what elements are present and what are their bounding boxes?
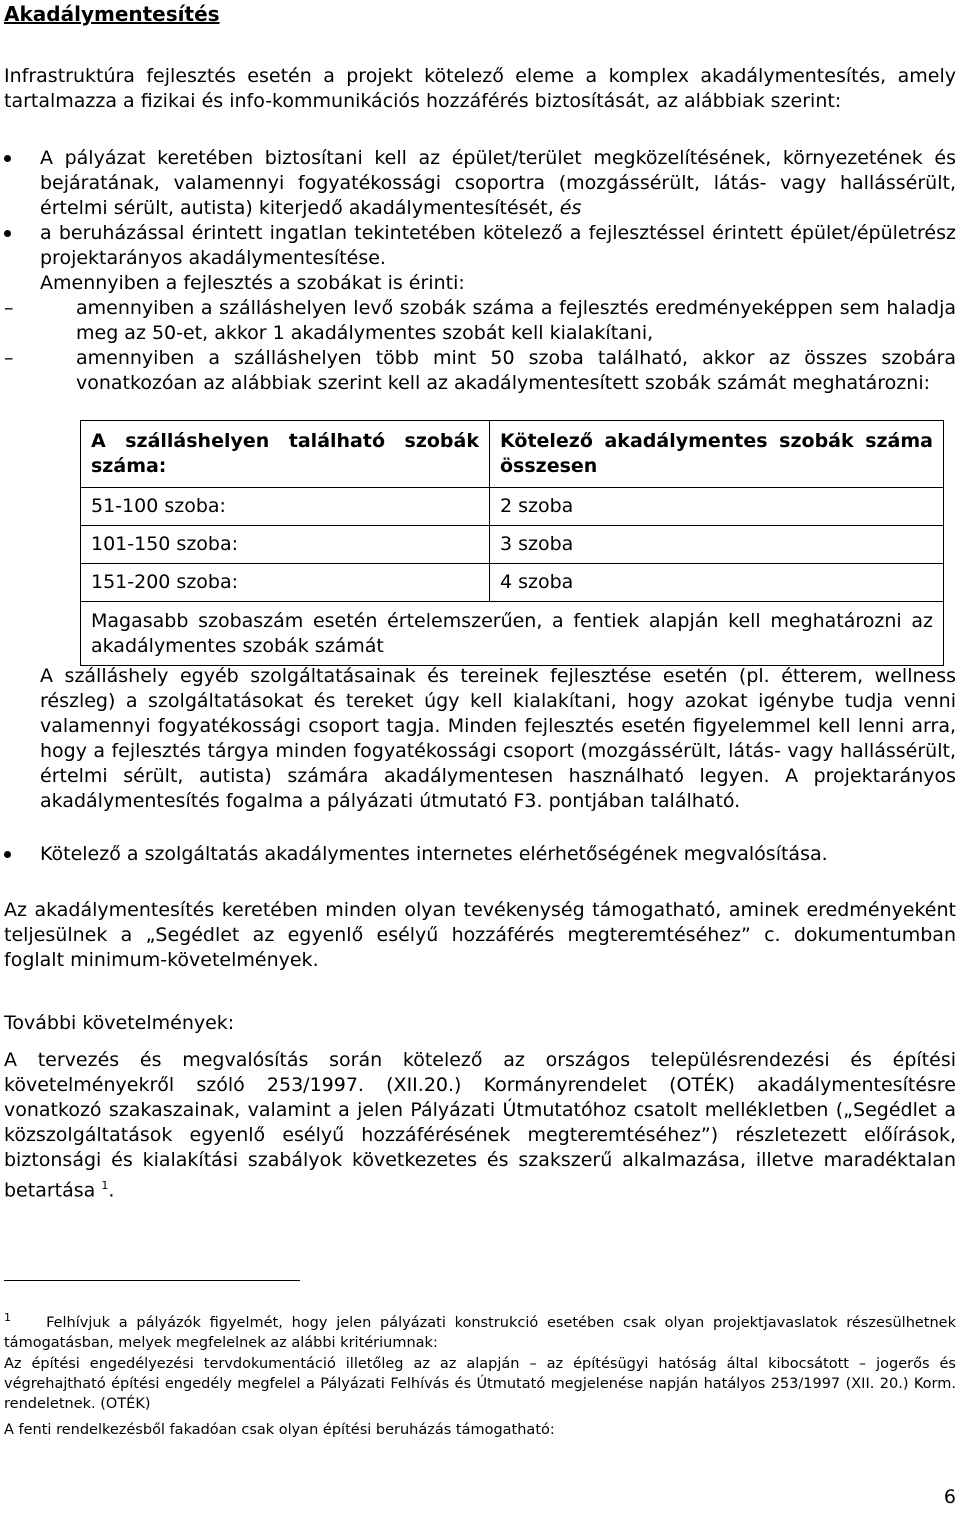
dash-marker: –	[4, 297, 14, 319]
bullet-text: A pályázat keretében biztosítani kell az épület/terület megközelítésének, környezetének és bejáratának, valamennyi fogyatékossági csoportra (mozgássérült, látás- vagy hallássérült, értelmi sérült, autista) kiterjedő akadálymentesítését, és	[40, 147, 956, 219]
section-heading: Akadálymentesítés	[4, 2, 220, 26]
table-footer-cell: Magasabb szobaszám esetén értelemszerűen, a fentiek alapján kell meghatározni az akadálymentes szobák számát	[81, 602, 944, 666]
dash-marker: –	[4, 347, 14, 369]
table-row	[81, 488, 944, 526]
page-number: 6	[943, 1486, 956, 1508]
table-cell: 101-150 szoba:	[81, 526, 490, 564]
services-paragraph: A szálláshely egyéb szolgáltatásainak és tereinek fejlesztése esetén (pl. étterem, wellness részleg) a szolgáltatásokat és tereket úgy kell kialakítani, hogy azokat igénybe tudja venni valamennyi fogyatékossági csoport tagja. Minden fejlesztés esetén figyelemmel kell lenni arra, hogy a fejlesztés tárgya minden fogyatékossági csoport (mozgássérült, látás- vagy hallássérült, értelmi sérült, autista) számára akadálymentesen használható legyen. A projektarányos akadálymentesítés fogalma a pályázati útmutató F3. pontjában található.	[40, 665, 956, 812]
dash-text: amennyiben a szálláshelyen több mint 50 szoba található, akkor az összes szobára vonatkozóan az alábbiak szerint kell az akadálymentesített szobák számát meghatározni:	[76, 347, 956, 394]
table-row	[81, 564, 944, 602]
footnote-reference: 1	[101, 1179, 109, 1192]
footnote-1: $^1$ Felhívjuk a pályázók figyelmét, hogy jelen pályázati konstrukció esetében csak olyan projektjavaslatok részesülhetnek támogatásban, melyek megfelelnek az alábbi kritériumnak:	[4, 1311, 956, 1351]
intro-paragraph: Infrastruktúra fejlesztés esetén a projekt kötelező eleme a komplex akadálymentesítés, amely tartalmazza a fizikai és info-kommunikációs hozzáférés biztosítását, az alábbiak szerint:	[4, 65, 956, 112]
footnote-2: Az építési engedélyezési tervdokumentáció illetőleg az az alapján – az építésügyi hatóság által kibocsátott – jogerős és végrehajtható építési engedély megfelel a Pályázati Felhívás és Útmutató megjelenése napján hatályos 253/1997 (XII. 20.) Korm. rendeletnek. (OTÉK)	[4, 1356, 956, 1412]
table-cell: 4 szoba	[490, 564, 944, 602]
rooms-intro: Amennyiben a fejlesztés a szobákat is érinti:	[40, 272, 465, 294]
table-header-row	[81, 421, 944, 488]
footnote-3: A fenti rendelkezésből fakadóan csak olyan építési beruházás támogatható:	[4, 1422, 555, 1438]
table-cell: 2 szoba	[490, 488, 944, 526]
table-row	[81, 526, 944, 564]
footnote-mark: 1	[4, 1311, 11, 1324]
bullet-icon	[4, 230, 11, 237]
further-title: További követelmények:	[4, 1012, 235, 1034]
dash-text: amennyiben a szálláshelyen levő szobák száma a fejlesztés eredményeképpen sem haladja meg az 50-et, akkor 1 akadálymentes szobát kell kialakítani,	[76, 297, 956, 344]
rooms-table	[80, 420, 944, 666]
table-cell: 51-100 szoba:	[81, 488, 490, 526]
bullet-icon	[4, 851, 11, 858]
bullet-text: a beruházással érintett ingatlan tekintetében kötelező a fejlesztéssel érintett épület/épületrész projektarányos akadálymentesítése.	[40, 222, 956, 269]
footnote-separator	[4, 1280, 300, 1281]
further-paragraph: A tervezés és megvalósítás során kötelező az országos településrendezési és építési követelményekről szóló 253/1997. (XII.20.) Kormányrendelet (OTÉK) akadálymentesítésre vonatkozó szakaszainak, valamint a jelen Pályázati Útmutatóhoz csatolt mellékletben („Segédlet a közszolgáltatások egyenlő esélyű hozzáférésének megteremtéséhez”) részletezett előírások, biztonsági és kialakítási szabályok következetes és szakszerű alkalmazása, illetve maradéktalan betartása $^1$.	[4, 1049, 956, 1202]
bullet-icon	[4, 155, 11, 162]
table-cell: 151-200 szoba:	[81, 564, 490, 602]
support-paragraph: Az akadálymentesítés keretében minden olyan tevékenység támogatható, aminek eredményeként teljesülnek a „Segédlet az egyenlő esélyű hozzáférés megteremtéséhez” c. dokumentumban foglalt minimum-követelmények.	[4, 899, 956, 971]
table-header-cell: A szálláshelyen található szobák száma:	[81, 421, 490, 488]
table-footer-row	[81, 602, 944, 666]
bullet-text: Kötelező a szolgáltatás akadálymentes internetes elérhetőségének megvalósítása.	[40, 843, 828, 865]
table-cell: 3 szoba	[490, 526, 944, 564]
table-header-cell: Kötelező akadálymentes szobák száma összesen	[490, 421, 944, 488]
